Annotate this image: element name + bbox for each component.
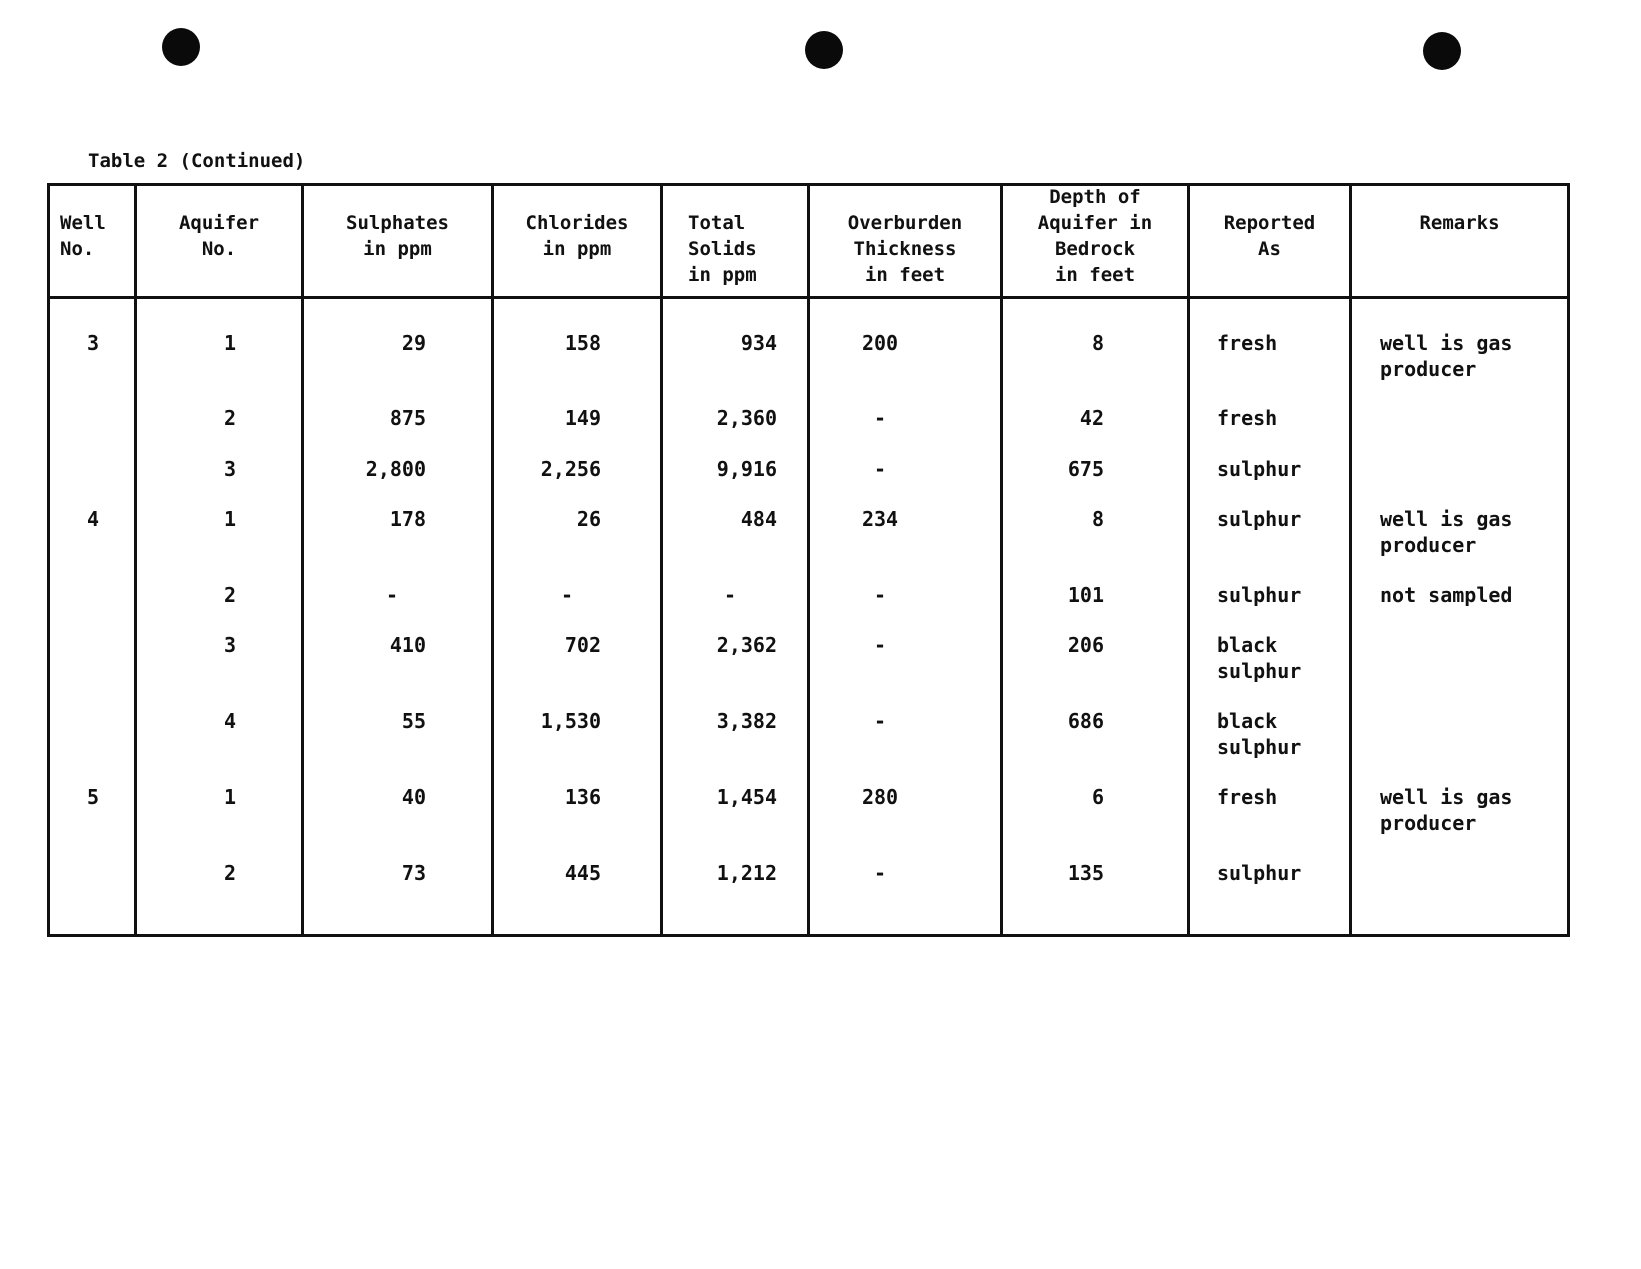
- cell-depth: 6: [1091, 785, 1104, 809]
- column-divider: [1000, 183, 1003, 937]
- cell-aquifer: 1: [223, 507, 237, 531]
- cell-sulphates: 2,800: [365, 457, 426, 481]
- cell-sulphates: 55: [401, 709, 426, 733]
- cell-depth: 675: [1067, 457, 1104, 481]
- cell-reported: sulphur: [1217, 457, 1302, 481]
- column-divider: [807, 183, 810, 937]
- cell-aquifer: 3: [223, 633, 237, 657]
- cell-overburden: -: [873, 861, 887, 885]
- column-divider: [1187, 183, 1190, 937]
- punch-hole-right: [1423, 32, 1461, 70]
- cell-remarks: not sampled: [1380, 583, 1513, 607]
- cell-aquifer: 1: [223, 331, 237, 355]
- cell-total-solids: 484: [740, 507, 777, 531]
- cell-remarks: well is gas producer: [1380, 507, 1513, 557]
- cell-reported: fresh: [1217, 785, 1278, 809]
- cell-reported: fresh: [1217, 331, 1278, 355]
- cell-overburden: 234: [861, 507, 899, 531]
- header-total-solids: Total Solids in ppm: [688, 212, 757, 286]
- column-divider: [660, 183, 663, 937]
- cell-reported: black sulphur: [1217, 633, 1302, 683]
- cell-well: 3: [86, 331, 100, 355]
- table-title: Table 2 (Continued): [88, 150, 306, 172]
- punch-hole-center: [805, 31, 843, 69]
- cell-chlorides: 2,256: [540, 457, 601, 481]
- cell-chlorides: -: [560, 583, 574, 607]
- cell-depth: 101: [1067, 583, 1104, 607]
- cell-aquifer: 2: [223, 406, 237, 430]
- column-divider: [1349, 183, 1352, 937]
- cell-reported: black sulphur: [1217, 709, 1302, 759]
- cell-chlorides: 149: [564, 406, 601, 430]
- cell-total-solids: 1,454: [716, 785, 777, 809]
- cell-overburden: -: [873, 709, 887, 733]
- cell-sulphates: 178: [389, 507, 426, 531]
- cell-overburden: 200: [861, 331, 899, 355]
- cell-overburden: -: [873, 583, 887, 607]
- cell-chlorides: 702: [564, 633, 601, 657]
- header-well-no: Well No.: [60, 212, 106, 260]
- cell-aquifer: 3: [223, 457, 237, 481]
- cell-depth: 42: [1079, 406, 1104, 430]
- cell-total-solids: 3,382: [716, 709, 777, 733]
- cell-overburden: -: [873, 633, 887, 657]
- cell-reported: fresh: [1217, 406, 1278, 430]
- cell-total-solids: 1,212: [716, 861, 777, 885]
- cell-depth: 8: [1091, 507, 1104, 531]
- cell-overburden: 280: [861, 785, 899, 809]
- cell-remarks: well is gas producer: [1380, 785, 1513, 835]
- column-divider: [301, 183, 304, 937]
- header-depth: Depth of Aquifer in Bedrock in feet: [1037, 186, 1153, 286]
- cell-overburden: -: [873, 406, 887, 430]
- cell-reported: sulphur: [1217, 583, 1302, 607]
- header-chlorides: Chlorides in ppm: [525, 212, 629, 260]
- cell-sulphates: 875: [389, 406, 426, 430]
- cell-remarks: well is gas producer: [1380, 331, 1513, 381]
- header-overburden: Overburden Thickness in feet: [847, 212, 963, 286]
- cell-depth: 686: [1067, 709, 1104, 733]
- cell-overburden: -: [873, 457, 887, 481]
- cell-aquifer: 4: [223, 709, 237, 733]
- cell-depth: 135: [1067, 861, 1104, 885]
- cell-total-solids: 934: [740, 331, 777, 355]
- header-remarks: Remarks: [1419, 212, 1500, 234]
- cell-sulphates: 73: [401, 861, 426, 885]
- cell-well: 5: [86, 785, 100, 809]
- cell-chlorides: 136: [564, 785, 601, 809]
- cell-aquifer: 2: [223, 861, 237, 885]
- cell-sulphates: -: [385, 583, 399, 607]
- cell-depth: 206: [1067, 633, 1104, 657]
- cell-reported: sulphur: [1217, 507, 1302, 531]
- header-aquifer-no: Aquifer No.: [178, 212, 260, 260]
- cell-chlorides: 445: [564, 861, 601, 885]
- cell-total-solids: -: [723, 583, 737, 607]
- header-sulphates: Sulphates in ppm: [346, 212, 449, 260]
- cell-reported: sulphur: [1217, 861, 1302, 885]
- cell-sulphates: 40: [401, 785, 426, 809]
- header-reported-as: Reported As: [1223, 212, 1316, 260]
- cell-chlorides: 26: [576, 507, 601, 531]
- punch-hole-left: [162, 28, 200, 66]
- column-divider: [134, 183, 137, 937]
- cell-total-solids: 9,916: [716, 457, 777, 481]
- column-divider: [491, 183, 494, 937]
- cell-aquifer: 1: [223, 785, 237, 809]
- cell-chlorides: 1,530: [540, 709, 601, 733]
- cell-total-solids: 2,360: [716, 406, 777, 430]
- cell-well: 4: [86, 507, 100, 531]
- cell-total-solids: 2,362: [716, 633, 777, 657]
- cell-sulphates: 410: [389, 633, 426, 657]
- cell-depth: 8: [1091, 331, 1104, 355]
- cell-aquifer: 2: [223, 583, 237, 607]
- cell-sulphates: 29: [401, 331, 426, 355]
- cell-chlorides: 158: [564, 331, 601, 355]
